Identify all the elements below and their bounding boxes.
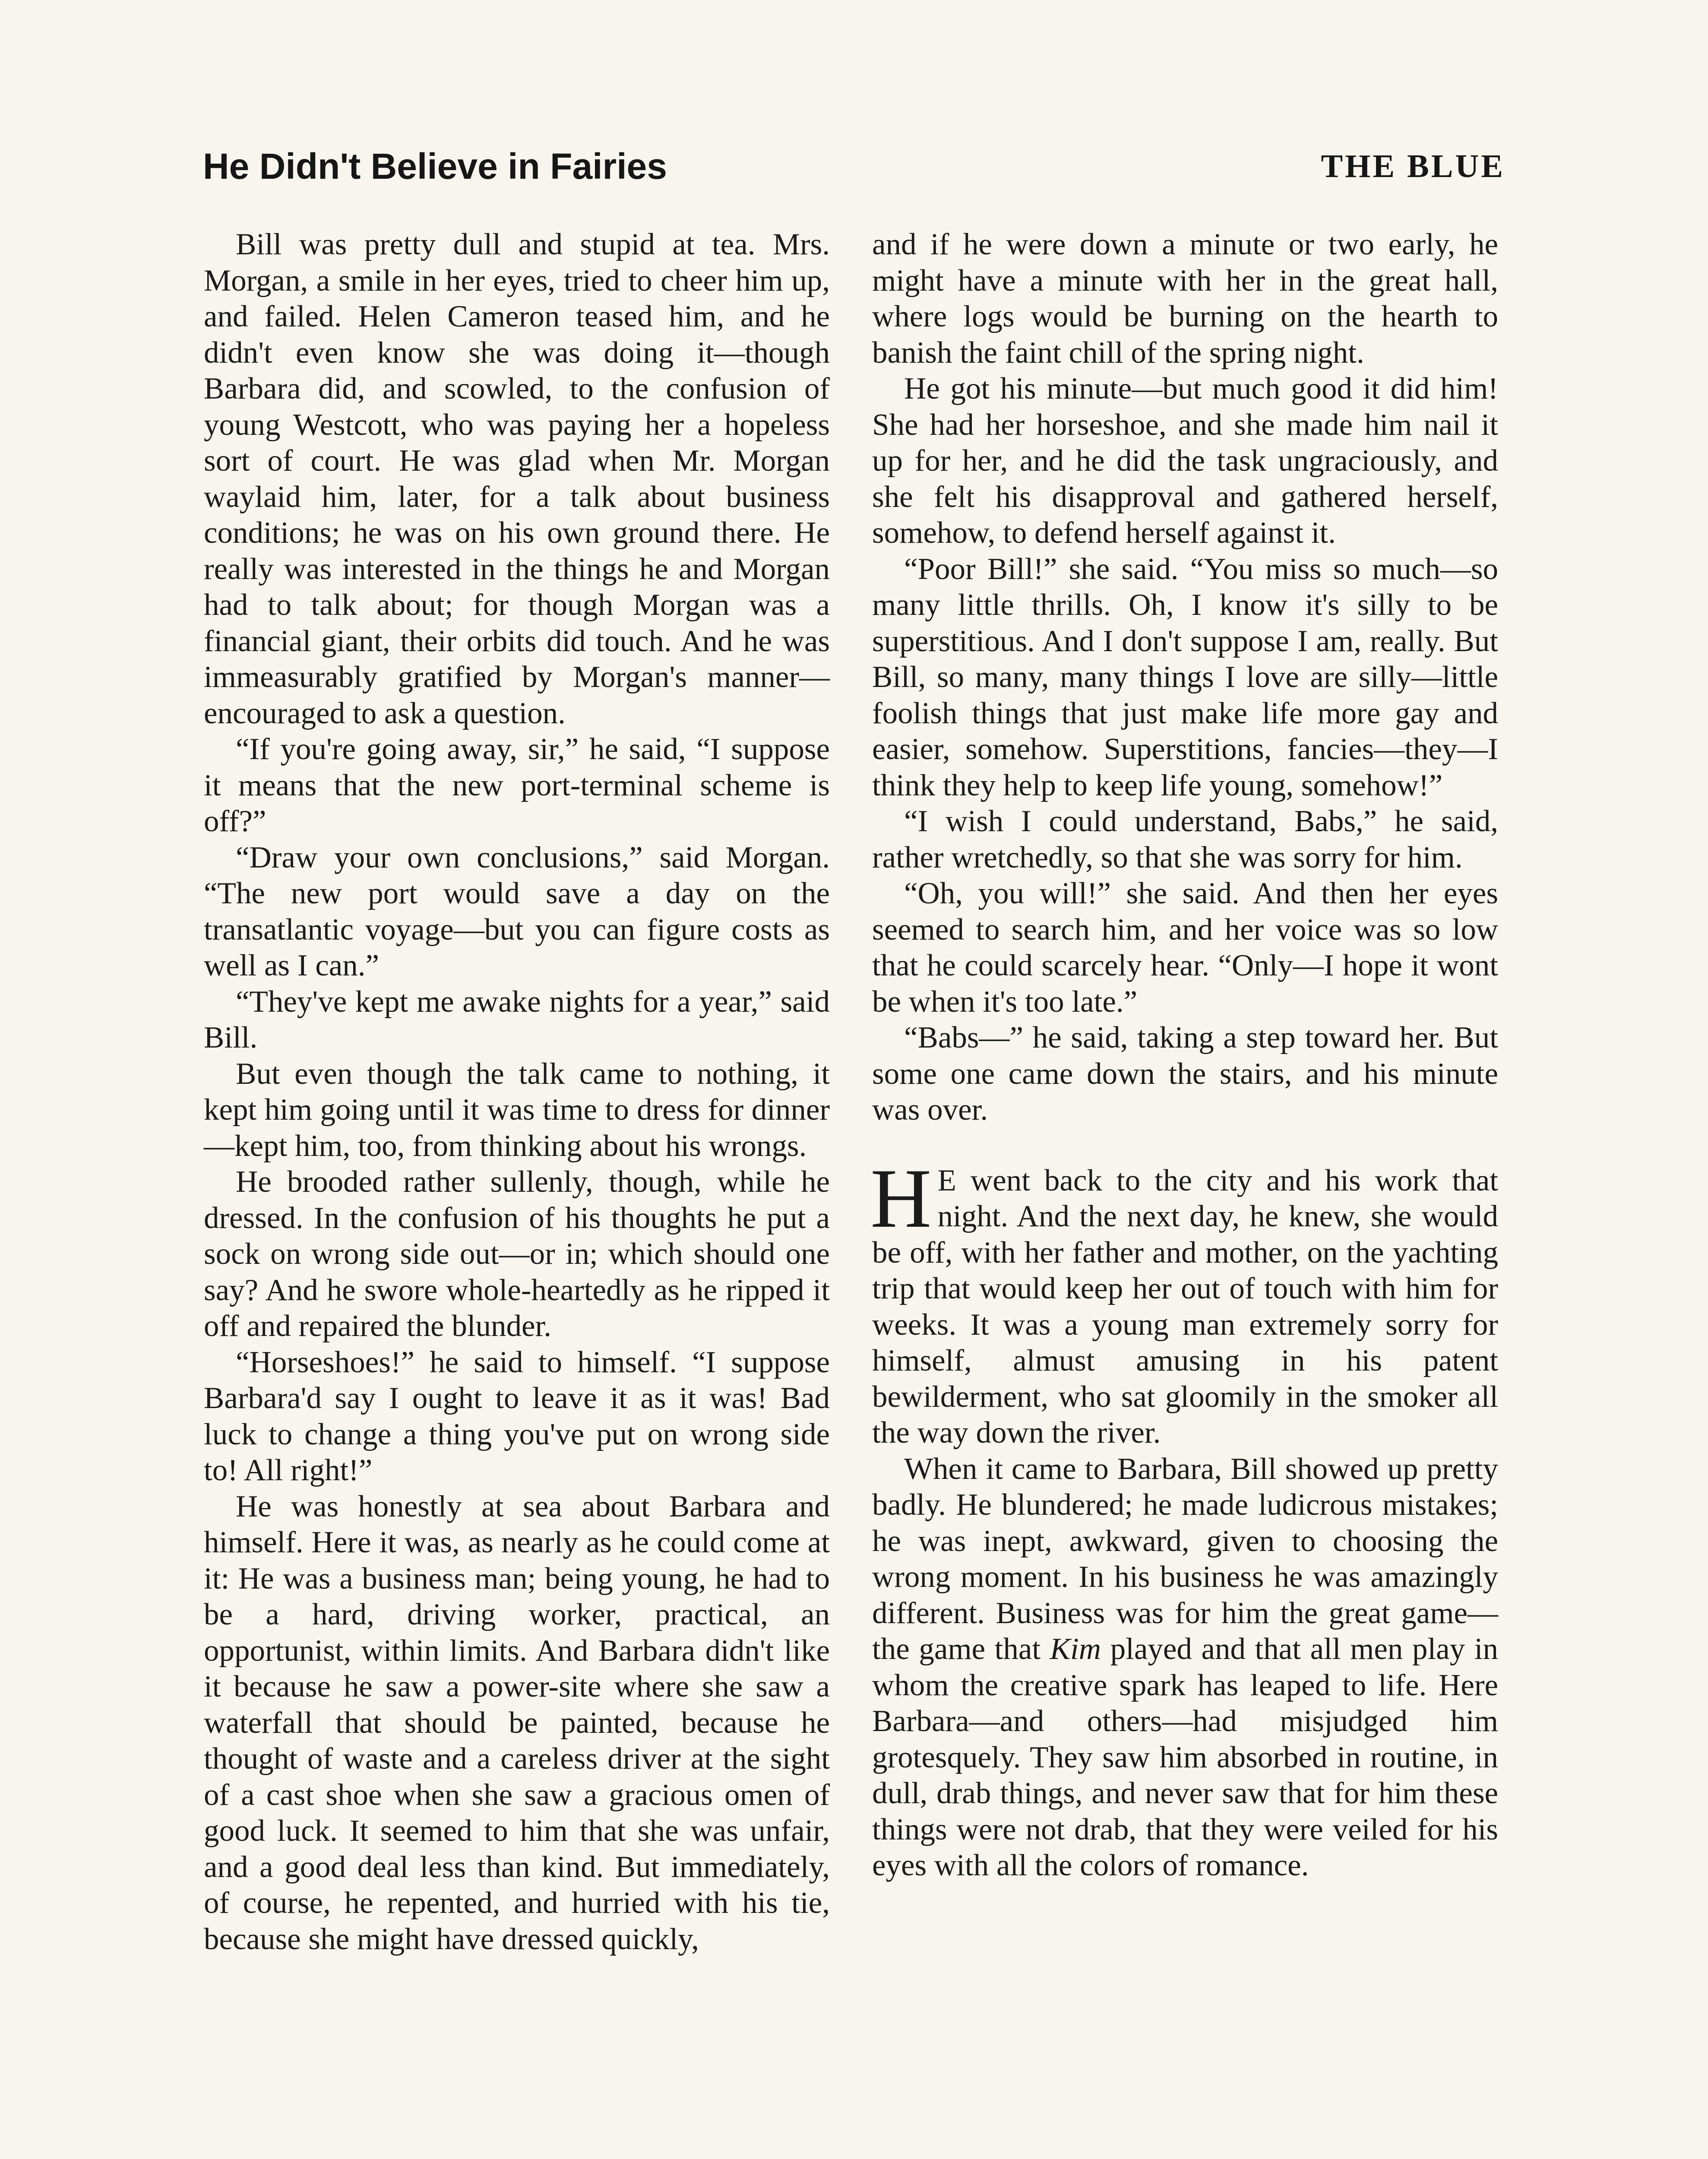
left-column xyxy=(204,227,830,1957)
paragraph-text-before-italic: When it came to Barbara, Bill showed up pretty badly. He blundered; he made ludicrous mistakes; he was inept, awkward, given to choosing the wrong moment. In his business he was amazingly different. Business was for him the great game—the game that xyxy=(872,1452,1498,1666)
drop-cap-initial: H xyxy=(870,1151,932,1245)
paragraph: He brooded rather sullenly, though, while he dressed. In the confusion of his thoughts he put a sock on wrong side out—or in; which should one say? And he swore whole-heartedly as he ripped it off and repaired the blunder. xyxy=(204,1165,830,1343)
section-opening-text: E went back to the city and his work that night. And the next day, he knew, she would be off, with her father and mother, on the yachting trip that would keep her out of touch with him for weeks. It was a young man extremely sorry for himself, almust amusing in his patent bewilderment, who sat gloomily in the smoker all the way down the river. xyxy=(872,1163,1498,1450)
paragraph: He got his minute—but much good it did him! She had her horseshoe, and she made him nail it up for her, and he did the task ungraciously, and she felt his disapproval and gathered herself, somehow, to defend herself against it. xyxy=(872,372,1498,550)
running-head xyxy=(203,142,1505,194)
paragraph: He was honestly at sea about Barbara and himself. Here it was, as nearly as he could come at it: He was a business man; being young, he had to be a hard, driving worker, practical, an opportunist, within limits. And Barbara didn't like it because he saw a power-site where she saw a waterfall that should be painted, because he thought of waste and a careless driver at the sight of a cast shoe when she saw a gracious omen of good luck. It seemed to him that she was unfair, and a good deal less than kind. But immediately, of course, he repented, and hurried with his tie, because she might have dressed quickly, xyxy=(204,1489,830,1956)
section-opening-paragraph xyxy=(870,1151,1498,1451)
paragraph-text-after-italic: played and that all men play in whom the creative spark has leaped to life. Here Barbara—and others—had misjudged him grotesquely. They saw him absorbed in routine, in dull, drab things, and never saw that for him these things were not drab, that they were veiled for his eyes with all the colors of romance. xyxy=(872,1632,1498,1882)
paragraph: “They've kept me awake nights for a year,” said Bill. xyxy=(204,985,830,1054)
paragraph: But even though the talk came to nothing, it kept him going until it was time to dress for dinner—kept him, too, from thinking about his wrongs. xyxy=(204,1057,830,1163)
paragraph: “Poor Bill!” she said. “You miss so much—so many little thrills. Oh, I know it's silly to be superstitious. And I don't suppose I am, really. But Bill, so many, many things I love are silly—little foolish things that just make life more gay and easier, somehow. Superstitions, fancies—they—I think they help to keep life young, somehow!” xyxy=(872,552,1498,802)
paragraph: and if he were down a minute or two early, he might have a minute with her in the great hall, where logs would be burning on the hearth to banish the faint chill of the spring night. xyxy=(872,228,1498,370)
paragraph xyxy=(872,1451,1498,1884)
right-column xyxy=(872,227,1498,1884)
paragraph: “I wish I could understand, Babs,” he said, rather wretchedly, so that she was sorry for him. xyxy=(872,804,1498,874)
italic-word: Kim xyxy=(1050,1632,1101,1666)
paragraph: “Babs—” he said, taking a step toward her. But some one came down the stairs, and his minute was over. xyxy=(872,1021,1498,1127)
paragraph: “Horseshoes!” he said to himself. “I suppose Barbara'd say I ought to leave it as it was! Bad luck to change a thing you've put on wrong side to! All right!” xyxy=(204,1345,830,1487)
story-title: He Didn't Believe in Fairies xyxy=(203,146,667,187)
paragraph: Bill was pretty dull and stupid at tea. Mrs. Morgan, a smile in her eyes, tried to cheer him up, and failed. Helen Cameron teased him, and he didn't even know she was doing it—though Barbara did, and scowled, to the confusion of young Westcott, who was paying her a hopeless sort of court. He was glad when Mr. Morgan waylaid him, later, for a talk about business conditions; he was on his own ground there. He really was interested in the things he and Morgan had to talk about; for though Morgan was a financial giant, their orbits did touch. And he was immeasurably gratified by Morgan's manner—encouraged to ask a question. xyxy=(204,228,830,730)
paragraph: “Oh, you will!” she said. And then her eyes seemed to search him, and her voice was so low that he could scarcely hear. “Only—I hope it wont be when it's too late.” xyxy=(872,877,1498,1019)
paragraph: “If you're going away, sir,” he said, “I suppose it means that the new port-terminal scheme is off?” xyxy=(204,732,830,838)
magazine-name: THE BLUE xyxy=(1321,148,1505,184)
paragraph: “Draw your own conclusions,” said Morgan. “The new port would save a day on the transatlantic voyage—but you can figure costs as well as I can.” xyxy=(204,840,830,982)
